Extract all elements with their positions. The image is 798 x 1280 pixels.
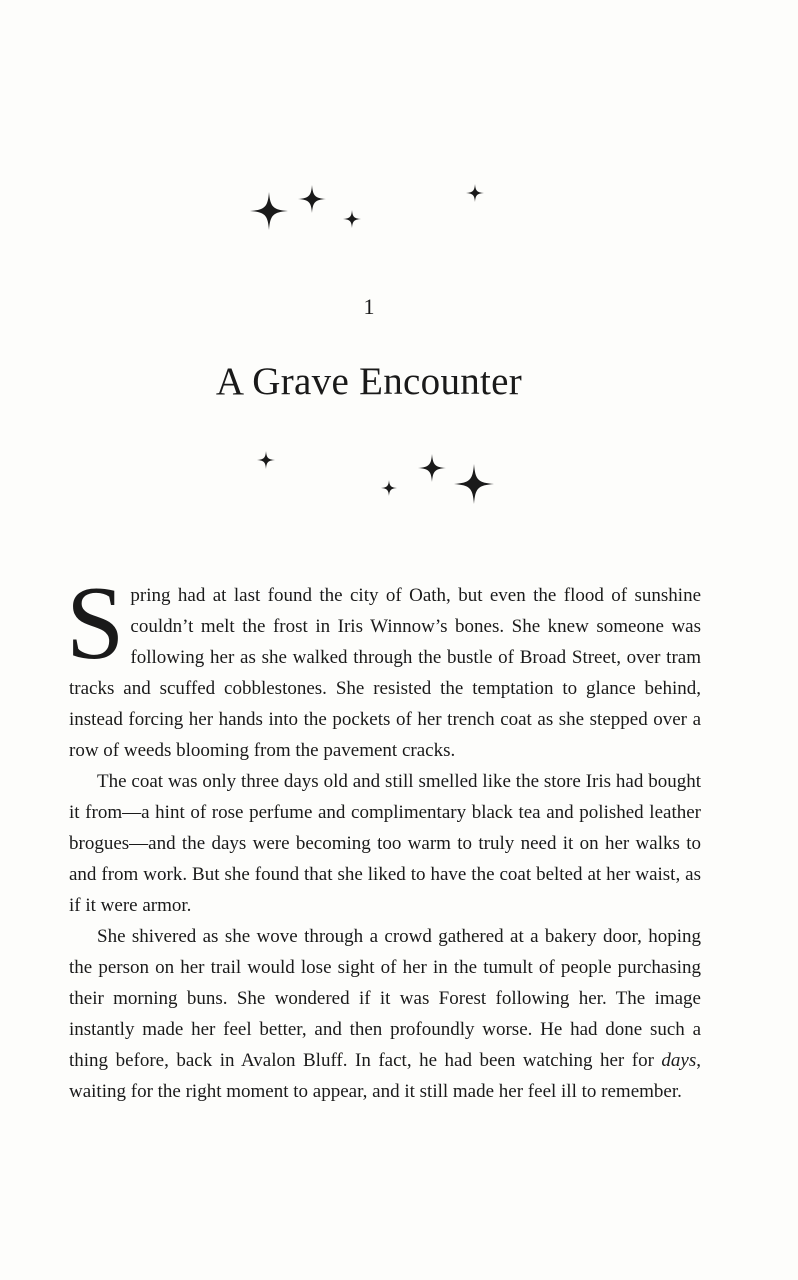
top-star-cluster xyxy=(0,170,798,290)
drop-cap: S xyxy=(66,564,125,681)
paragraph-2: The coat was only three days old and still smelled like the store Iris had bought it from—a hint of rose perfume and complimentary black tea and polished leather brogues—and the days were becoming too warm to truly need it on her walks to and from work. But she found that she liked to have the coat belted at her waist, as if it were armor. xyxy=(69,771,701,916)
bottom-star-cluster xyxy=(0,440,798,560)
paragraph-3-text-a: She shivered as she wove through a crowd gathered at a bakery door, hoping the person on her trail would lose sight of her in the tumult of people purchasing their morning buns. She wondered if it was Forest following her. The image instantly made her feel better, and then profoundly worse. He had done such a thing before, back in Avalon Bluff. In fact, he had been watching her for xyxy=(69,926,701,1071)
paragraph-1-text: pring had at last found the city of Oath, but even the flood of sunshine couldn’t melt the frost in Iris Winnow’s bones. She knew someone was following her as she walked through the bustle of Broad Street, over tram tracks and scuffed cobblestones. She resisted the temptation to glance behind, instead forcing her hands into the pockets of her trench coat as she stepped over a row of weeds blooming from the pavement cracks. xyxy=(69,585,701,761)
paragraph-1 xyxy=(66,564,701,766)
paragraph-3-italic: days xyxy=(661,1050,697,1071)
star-icon xyxy=(250,192,288,230)
star-icon xyxy=(343,210,361,228)
star-icon xyxy=(381,480,397,496)
paragraph-3-text-b: , waiting for the right moment to appear, and it still made her feel ill to remember. xyxy=(69,1050,701,1102)
chapter-number: 1 xyxy=(363,294,375,319)
star-icon xyxy=(418,454,446,482)
star-icon xyxy=(257,451,275,469)
paragraph-3 xyxy=(69,921,701,1107)
chapter-title: A Grave Encounter xyxy=(215,360,523,403)
star-icon xyxy=(454,464,494,504)
star-icon xyxy=(466,184,484,202)
chapter-body xyxy=(66,564,701,1107)
star-icon xyxy=(298,185,326,213)
